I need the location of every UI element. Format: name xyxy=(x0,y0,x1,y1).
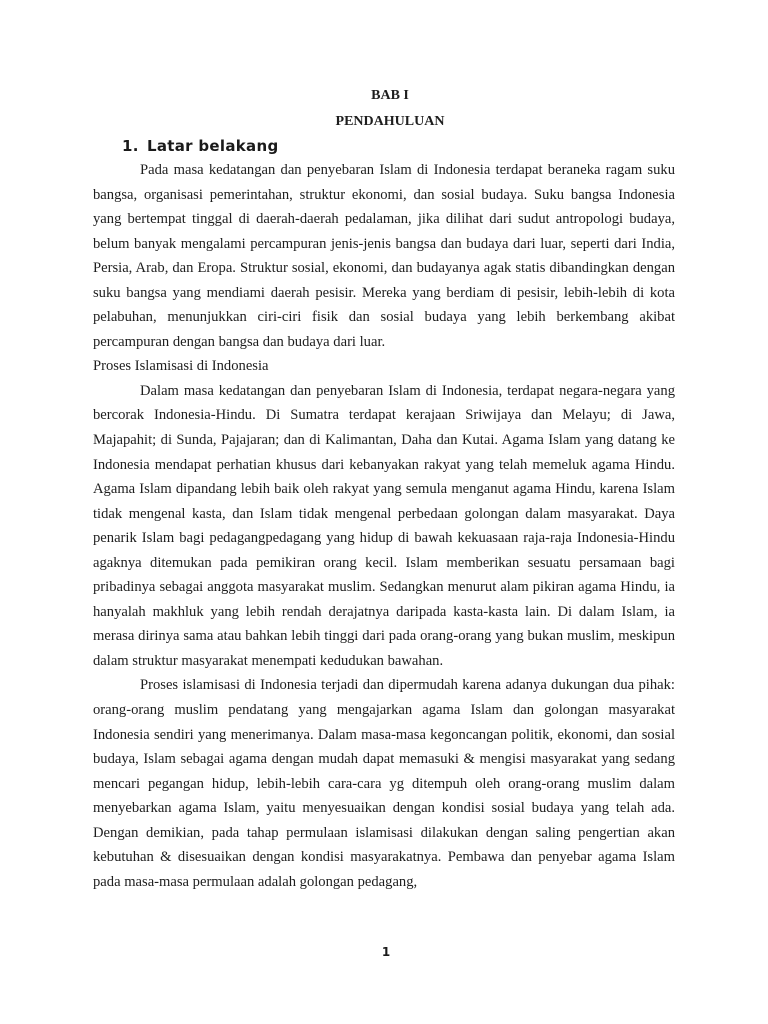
page-number: 1 xyxy=(381,945,391,959)
section-heading xyxy=(93,134,675,158)
chapter-label: BAB I xyxy=(371,88,409,103)
paragraph-intro: Pada masa kedatangan dan penyebaran Islam di Indonesia terdapat beraneka ragam suku bangsa, organisasi pemerintahan, struktur ekonomi, dan sosial budaya. Suku bangsa Indonesia yang bertempat tinggal di daerah-daerah pedalaman, jika dilihat dari sudut antropologi budaya, belum banyak mengalami percampuran jenis-jenis bangsa dan budaya dari luar, seperti dari India, Persia, Arab, dan Eropa. Struktur sosial, ekonomi, dan budayanya agak statis dibandingkan dengan suku bangsa yang mendiami daerah pesisir. Mereka yang berdiam di pesisir, lebih-lebih di kota pelabuhan, menunjukkan ciri-ciri fisik dan sosial budaya yang lebih berkembang akibat percampuran dengan bangsa dan budaya dari luar. xyxy=(93,162,675,350)
section-number: 1. xyxy=(122,137,139,155)
subheading-proses-islamisasi: Proses Islamisasi di Indonesia xyxy=(93,358,269,375)
section-title: Latar belakang xyxy=(147,137,279,155)
paragraph-kedatangan: Dalam masa kedatangan dan penyebaran Islam di Indonesia, terdapat negara-negara yang bercorak Indonesia-Hindu. Di Sumatra terdapat kerajaan Sriwijaya dan Melayu; di Jawa, Majapahit; di Sunda, Pajajaran; dan di Kalimantan, Daha dan Kutai. Agama Islam yang datang ke Indonesia mendapat perhatian khusus dari kebanyakan rakyat yang telah memeluk agama Hindu. Agama Islam dipandang lebih baik oleh rakyat yang semula menganut agama Hindu, karena Islam tidak mengenal kasta, dan Islam tidak mengenal perbedaan golongan dalam masyarakat. Daya penarik Islam bagi pedagangpedagang yang hidup di bawah kekuasaan raja-raja Indonesia-Hindu agaknya ditemukan pada pemikiran orang kecil. Islam memberikan sesuatu persamaan bagi pribadinya sebagai anggota masyarakat muslim. Sedangkan menurut alam pikiran agama Hindu, ia hanyalah makhluk yang lebih rendah derajatnya daripada kasta-kasta lain. Di dalam Islam, ia merasa dirinya sama atau bahkan lebih tinggi dari pada orang-orang yang bukan muslim, meskipun dalam struktur masyarakat menempati kedudukan bawahan. xyxy=(93,382,675,669)
chapter-title: PENDAHULUAN xyxy=(335,114,445,129)
paragraph-proses: Proses islamisasi di Indonesia terjadi dan dipermudah karena adanya dukungan dua pihak: orang-orang muslim pendatang yang mengajarkan agama Islam dan golongan masyarakat Indonesia sendiri yang menerimanya. Dalam masa-masa kegoncangan politik, ekonomi, dan sosial budaya, Islam sebagai agama dengan mudah dapat memasuki & mengisi masyarakat yang sedang mencari pegangan hidup, lebih-lebih cara-cara yg ditempuh oleh orang-orang muslim dalam menyebarkan agama Islam, yaitu menyesuaikan dengan kondisi sosial budaya yang telah ada. Dengan demikian, pada tahap permulaan islamisasi dilakukan dengan saling pengertian akan kebutuhan & disesuaikan dengan kondisi masyarakatnya. Pembawa dan penyebar agama Islam pada masa-masa permulaan adalah golongan pedagang, xyxy=(93,677,675,890)
page-body xyxy=(93,84,675,894)
